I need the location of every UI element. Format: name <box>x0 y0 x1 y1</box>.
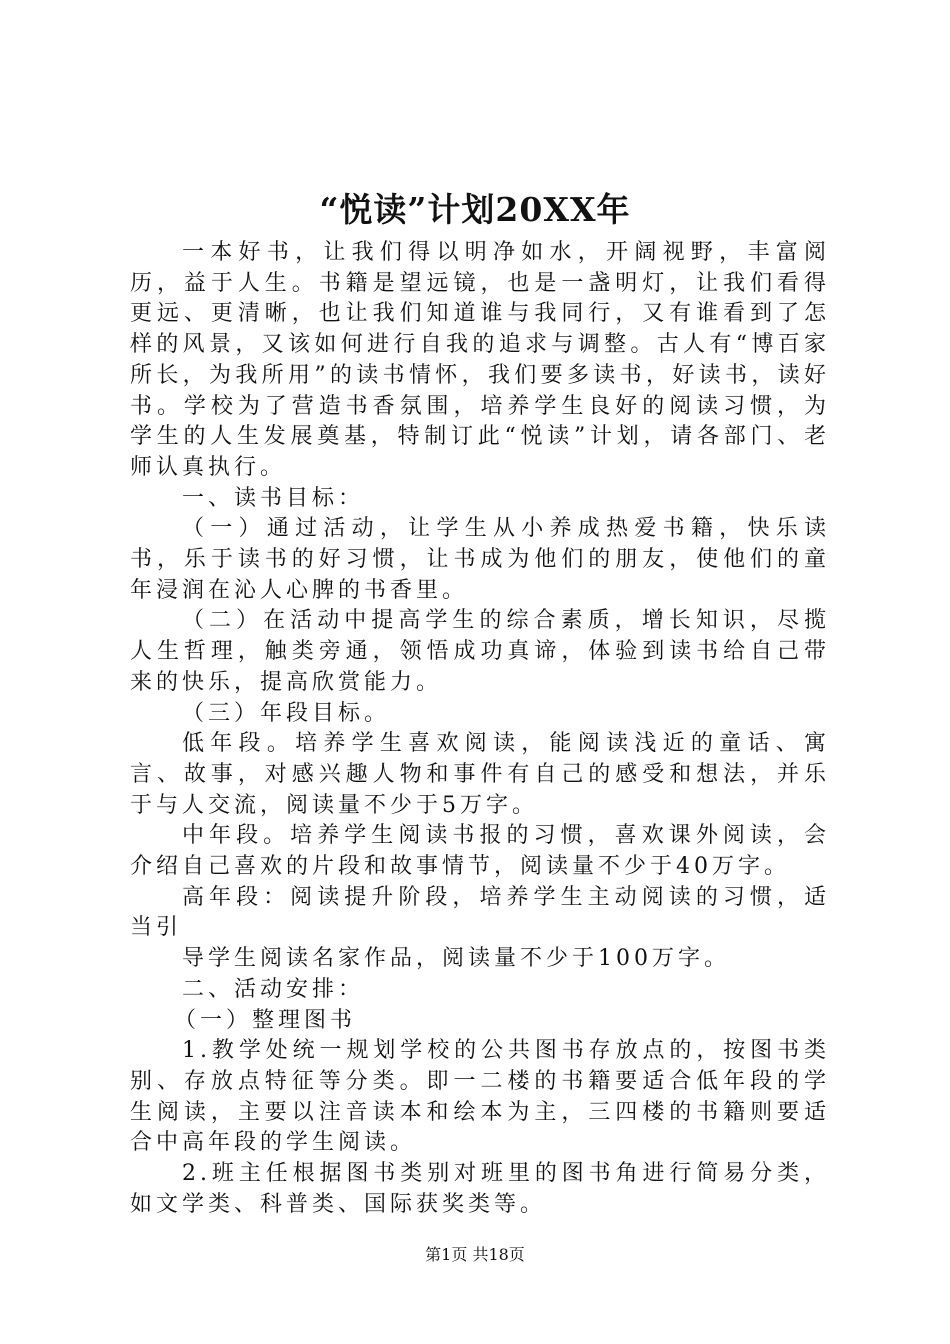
activity-item-2: 2.班主任根据图书类别对班里的图书角进行简易分类，如文学类、科普类、国际获奖类等。 <box>130 1161 830 1217</box>
document-title: “悦读”计划20XX年 <box>319 190 631 229</box>
section-heading-reading-goals: 一、读书目标： <box>182 485 365 511</box>
goal-paragraph-3: （三）年段目标。 <box>182 700 391 726</box>
intro-paragraph: 一本好书，让我们得以明净如水，开阔视野，丰富阅历，益于人生。书籍是望远镜，也是一盏明灯，让我们看得更远、更清晰，也让我们知道谁与我同行，又有谁看到了怎样的风景，又该如何进行自我的追求与调整。古人有“博百家所长，为我所用”的读书情怀，我们要多读书，好读书，读好书。学校为了营造书香氛围，培养学生良好的阅读习惯，为学生的人生发展奠基，特制订此“悦读”计划，请各部门、老师认真执行。 <box>130 240 830 480</box>
lower-grade-paragraph: 低年段。培养学生喜欢阅读，能阅读浅近的童话、寓言、故事，对感兴趣人物和事件有自己的感受和想法，并乐于与人交流，阅读量不少于5万字。 <box>130 731 830 818</box>
subsection-heading-organize-books: （一）整理图书 <box>174 1007 357 1033</box>
document-body <box>130 238 830 1221</box>
upper-grade-paragraph: 高年段：阅读提升阶段，培养学生主动阅读的习惯，适当引 <box>130 884 830 941</box>
section-heading-activities: 二、活动安排： <box>182 976 365 1002</box>
upper-grade-continuation: 导学生阅读名家作品，阅读量不少于100万字。 <box>182 946 730 972</box>
goal-paragraph-2: （二）在活动中提高学生的综合素质，增长知识，尽揽人生哲理，触类旁通，领悟成功真谛，体验到读书给自己带来的快乐，提高欣赏能力。 <box>130 608 830 695</box>
activity-item-1: 1.教学处统一规划学校的公共图书存放点的，按图书类别、存放点特征等分类。即一二楼的书籍要适合低年段的学生阅读，主要以注音读本和绘本为主，三四楼的书籍则要适合中高年段的学生阅读。 <box>130 1038 830 1156</box>
middle-grade-paragraph: 中年段。培养学生阅读书报的习惯，喜欢课外阅读，会介绍自己喜欢的片段和故事情节，阅读量不少于40万字。 <box>130 823 830 880</box>
page-footer: 第1页 共18页 <box>425 1245 525 1264</box>
goal-paragraph-1: （一）通过活动，让学生从小养成热爱书籍，快乐读书，乐于读书的好习惯，让书成为他们的朋友，使他们的童年浸润在沁人心脾的书香里。 <box>130 516 830 603</box>
